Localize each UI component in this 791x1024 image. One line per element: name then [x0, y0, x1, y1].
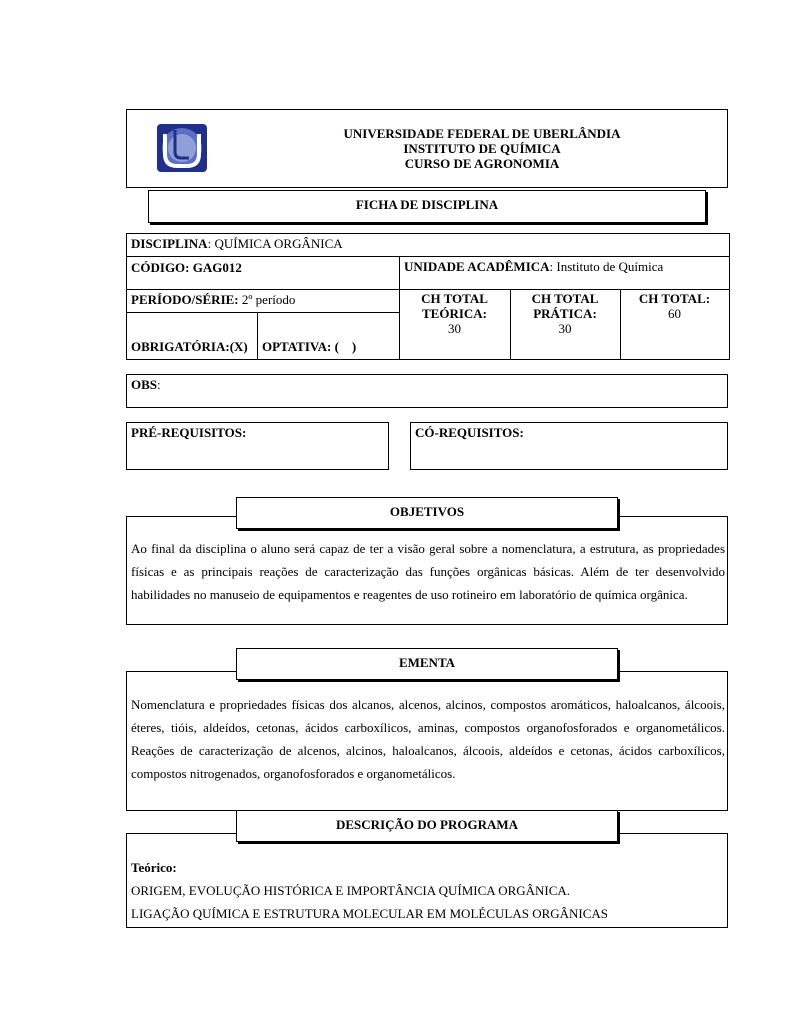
ch-total-label: CH TOTAL: [638, 291, 711, 306]
ementa-title-text: EMENTA [398, 655, 456, 670]
objetivos-title-text: OBJETIVOS [389, 504, 465, 519]
programa-title-text: DESCRIÇÃO DO PROGRAMA [336, 817, 518, 832]
objetivos-text: Ao final da disciplina o aluno será capaz de ter a visão geral sobre a nomenclatura, a estrutura, as propriedades físicas e as principais reações de caracterização das funções orgânicas básicas. Além de ter desenvolvido habilidades no manuseio de equipamentos e reagentes de uso rotineiro em laboratório de química orgânica. [131, 541, 725, 602]
ch-teorica-label2: TEÓRICA: [421, 306, 487, 321]
periodo-value: 2º período [238, 292, 296, 307]
objetivos-title [236, 497, 618, 529]
info-table [126, 233, 730, 360]
ch-pratica-label1: CH TOTAL [531, 291, 599, 306]
ch-pratica-label2: PRÁTICA: [533, 306, 597, 321]
ch-total [620, 291, 729, 321]
course-name: CURSO DE AGRONOMIA [404, 156, 560, 171]
ch-teorica-value: 30 [448, 321, 461, 336]
header-box [126, 109, 728, 188]
pre-requisitos-label: PRÉ-REQUISITOS: [131, 425, 247, 440]
ementa-title [236, 648, 618, 680]
ementa-text: Nomenclatura e propriedades físicas dos alcanos, alcenos, alcinos, compostos aromáticos, haloalcanos, álcoois, éteres, tióis, aldeídos, cetonas, ácidos carboxílicos, aminas, compostos organofosforados e organometálicos. Reações de caracterização de alcenos, alcinos, haloalcanos, álcoois, aldeídos e cetonas, ácidos carboxílicos, compostos nitrogenados, organofosforados e organometálicos. [131, 697, 725, 781]
ementa-box [126, 671, 728, 811]
pre-requisitos-box [126, 422, 389, 470]
ficha-title [148, 190, 706, 223]
objetivos-box [126, 516, 728, 625]
institute-name: INSTITUTO DE QUÍMICA [403, 141, 561, 156]
ch-teorica-label1: CH TOTAL [421, 291, 488, 306]
ch-pratica [510, 291, 620, 336]
unidade-label: UNIDADE ACADÊMICA [404, 259, 550, 274]
obrigatoria-field: OBRIGATÓRIA:(X) [131, 339, 248, 354]
disciplina-value: : QUÍMICA ORGÂNICA [207, 236, 343, 251]
disciplina-label: DISCIPLINA [131, 236, 208, 251]
codigo-field: CÓDIGO: GAG012 [131, 260, 242, 275]
ficha-title-text: FICHA DE DISCIPLINA [355, 197, 499, 212]
programa-subtitle: Teórico: [131, 860, 177, 875]
programa-line-2: LIGAÇÃO QUÍMICA E ESTRUTURA MOLECULAR EM MOLÉCULAS ORGÂNICAS [131, 906, 609, 921]
programa-line-1: ORIGEM, EVOLUÇÃO HISTÓRICA E IMPORTÂNCIA QUÍMICA ORGÂNICA. [131, 883, 571, 898]
disciplina-field [131, 236, 343, 252]
programa-box [126, 833, 728, 928]
co-requisitos-box [410, 422, 728, 470]
obs-label: OBS [131, 377, 158, 392]
periodo-label: PERÍODO/SÉRIE: [131, 292, 239, 307]
co-requisitos-label: CÓ-REQUISITOS: [415, 425, 524, 440]
ch-pratica-value: 30 [558, 321, 572, 336]
obs-box [126, 374, 728, 408]
periodo-field [131, 292, 295, 308]
unidade-field [404, 259, 663, 275]
programa-title [236, 810, 618, 842]
ch-teorica [399, 291, 510, 336]
university-logo [153, 118, 211, 176]
ch-total-value: 60 [668, 306, 681, 321]
optativa-field: OPTATIVA: ( ) [262, 339, 357, 354]
unidade-value: : Instituto de Química [549, 259, 664, 274]
university-name: UNIVERSIDADE FEDERAL DE UBERLÂNDIA [343, 126, 621, 141]
obs-colon: : [157, 377, 161, 392]
